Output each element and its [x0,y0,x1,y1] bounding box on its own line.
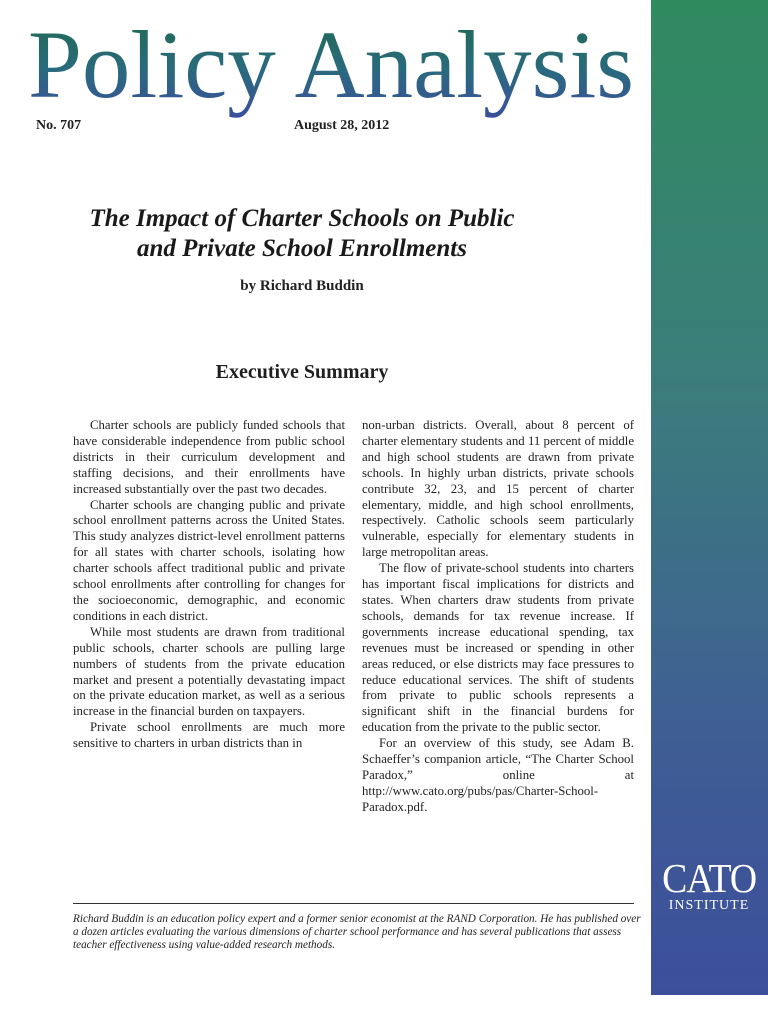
paper-title-line: The Impact of Charter Schools on Public [89,205,515,232]
paper-title-line: and Private School Enrollments [137,235,467,262]
byline: by Richard Buddin [240,278,364,294]
summary-paragraph: Charter schools are changing public and private school enrollment patterns across the United States. This study analyzes district-level enrollment patterns for all states with charter schools, isolating how charter schools affect traditional public and private school enrollments after controlling for changes for the socioeconomic, demographic, and economic conditions in each district. [73,497,345,623]
summary-paragraph: Charter schools are publicly funded schools that have considerable independence from public school districts in their curriculum development and staffing decisions, and their enrollments have increased substantially over the past two decades. [73,418,345,496]
issue-date: August 28, 2012 [294,118,390,133]
summary-column-right [362,418,634,816]
masthead [26,14,646,124]
footnote-divider [73,903,634,904]
masthead-wordmark [26,14,646,124]
author-footnote: Richard Buddin is an education policy expert and a former senior economist at the RAND Corporation. He has published over a dozen articles evaluating the various dimensions of charter school performance and has several publications that assess teacher effectiveness using value-added research methods. [73,913,641,951]
cato-institute-logo [653,855,765,914]
paper-title [60,204,544,264]
summary-paragraph: non-urban districts. Overall, about 8 percent of charter elementary students and 11 percent of middle and high school students are drawn from private schools. In highly urban districts, private schools contribute 32, 23, and 15 percent of charter elementary, middle, and high school enrollments, respectively. Catholic schools seem particularly vulnerable, especially for elementary students in large metropolitan areas. [362,418,634,560]
summary-paragraph: While most students are drawn from traditional public schools, charter schools are pulling large numbers of students from the private education market and present a potentially devastating impact on the private education market, as well as a serious increase in the financial burden on taxpayers. [73,624,345,719]
decorative-side-band [651,0,768,995]
cato-logo-subtitle: INSTITUTE [668,898,750,913]
executive-summary-heading: Executive Summary [215,361,389,383]
cato-logo-word: CATO [661,855,757,901]
summary-column-left [73,418,345,752]
issue-number: No. 707 [36,118,82,133]
masthead-title: Policy Analysis [28,14,634,118]
summary-paragraph: Private school enrollments are much more sensitive to charters in urban districts than in [73,720,345,751]
summary-paragraph: The flow of private-school students into charters has important fiscal implications for districts and states. When charters draw students from private schools, demands for tax revenue increase. If governments increase educational spending, tax revenues must be increased or spending in other areas reduced, or else districts may face pressures to reduce educational services. The shift of students from private to public schools represents a significant shift in the financial burdens for education from the private to the public sector. [362,561,634,735]
summary-paragraph: For an overview of this study, see Adam B. Schaeffer’s companion article, “The Charter School Paradox,” online at http://www.cato.org/pubs/pas/Charter-School-Paradox.pdf. [362,736,634,814]
